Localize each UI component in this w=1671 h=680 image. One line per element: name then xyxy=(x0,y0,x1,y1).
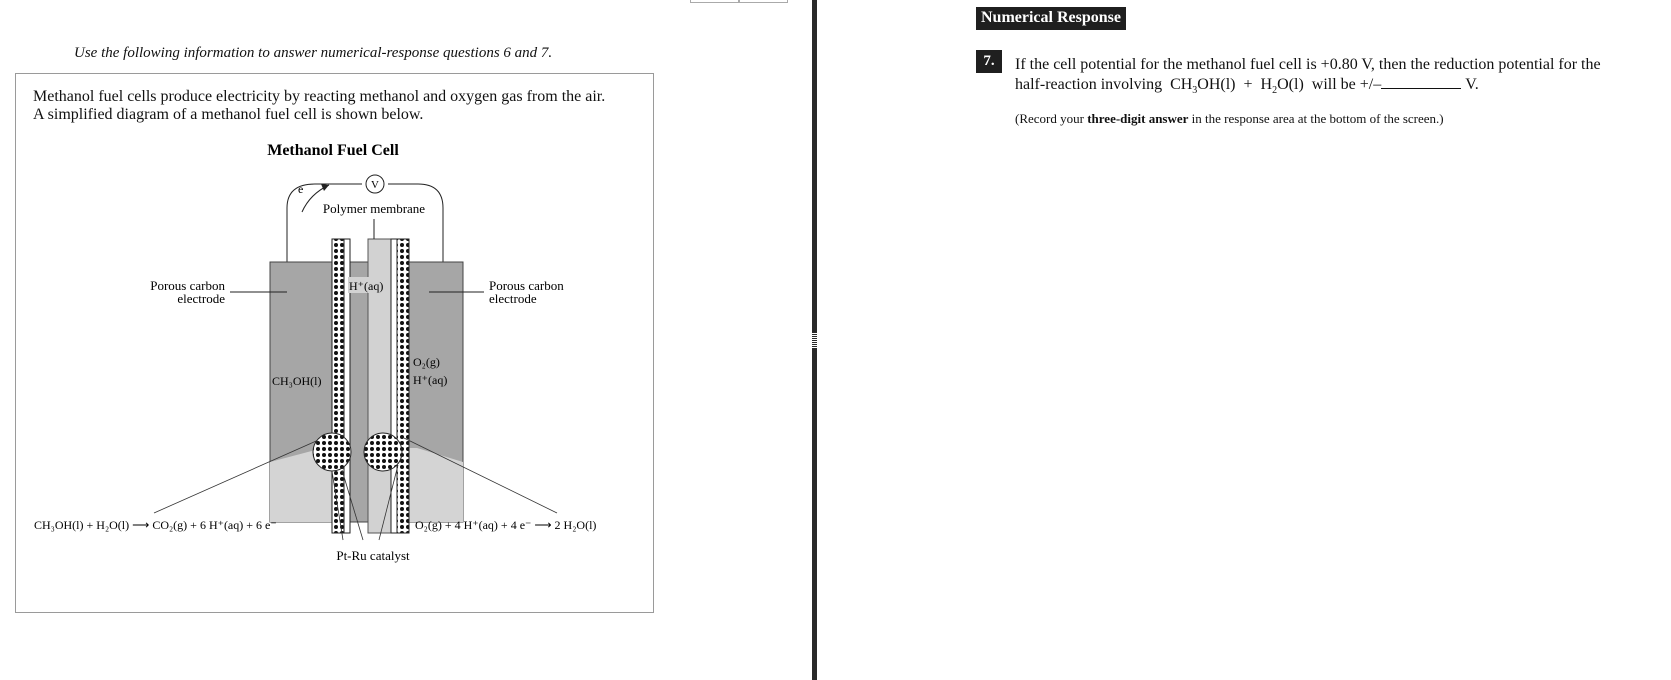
toolbar-slot xyxy=(690,0,740,3)
information-panel xyxy=(0,0,812,680)
question-panel xyxy=(817,0,1671,680)
species-water: H xyxy=(1260,76,1273,93)
right-electrode-label-1: Porous carbon xyxy=(489,278,564,293)
species-methanol: CH xyxy=(1170,76,1193,93)
electron-label: e xyxy=(298,182,304,196)
question-number: 7. xyxy=(976,50,1002,73)
species-methanol-rest: OH(l) xyxy=(1197,76,1236,93)
lead-line-1: Methanol fuel cells produce electricity by reacting methanol and oxygen gas from the air. xyxy=(33,88,606,105)
left-electrode-label-2: electrode xyxy=(177,291,225,306)
numerical-response-badge: Numerical Response xyxy=(976,7,1126,30)
right-electrode-label-2: electrode xyxy=(489,291,537,306)
answer-instruction xyxy=(1015,111,1444,127)
answer-unit: V. xyxy=(1465,76,1479,93)
species-subscript: 3 xyxy=(1192,85,1198,97)
methanol-label: CH₃OH(l) xyxy=(272,374,322,388)
fuel-cell-diagram xyxy=(15,140,652,610)
oxygen-label: O₂(g) xyxy=(413,355,440,369)
cathode-half-reaction: O₂(g) + 4 H⁺(aq) + 4 e⁻ ⟶ 2 H₂O(l) xyxy=(415,518,597,532)
diagram-title: Methanol Fuel Cell xyxy=(267,142,399,159)
note-fragment: (Record your xyxy=(1015,111,1088,126)
question-fragment: half-reaction involving xyxy=(1015,76,1163,93)
lead-line-2: A simplified diagram of a methanol fuel cell is shown below. xyxy=(33,106,424,123)
arrowhead-icon xyxy=(321,184,329,191)
question-line-2 xyxy=(1015,75,1655,101)
species-subscript: 2 xyxy=(1272,85,1278,97)
toolbar-slot xyxy=(738,0,788,3)
note-fragment: in the response area at the bottom of the screen.) xyxy=(1188,111,1444,126)
species-water-rest: O(l) xyxy=(1277,76,1304,93)
answer-blank xyxy=(1381,76,1461,89)
intro-text: Use the following information to answer numerical-response questions 6 and 7. xyxy=(74,45,553,61)
plus-sign: + xyxy=(1243,76,1253,93)
question-fragment: will be +/– xyxy=(1311,76,1382,93)
anode-catalyst-layer xyxy=(332,239,344,533)
anode-half-reaction: CH₃OH(l) + H₂O(l) ⟶ CO₂(g) + 6 H⁺(aq) + 6 e⁻ xyxy=(34,518,277,532)
cathode-catalyst-detail xyxy=(364,433,402,471)
catalyst-label: Pt-Ru catalyst xyxy=(336,548,410,563)
anode-catalyst-detail xyxy=(313,433,351,471)
cathode-catalyst-layer xyxy=(397,239,409,533)
lead-text xyxy=(33,88,653,124)
question-line-1: If the cell potential for the methanol fuel cell is +0.80 V, then the reduction potential for the xyxy=(1015,56,1601,73)
question-text xyxy=(1015,55,1655,101)
membrane-label: Polymer membrane xyxy=(322,201,426,216)
cathode-h-ion-label: H⁺(aq) xyxy=(413,373,448,387)
electron-charge: − xyxy=(309,180,314,189)
note-emphasis: three-digit answer xyxy=(1087,111,1189,126)
h-ion-label: H⁺(aq) xyxy=(349,279,384,293)
left-electrode-label-1: Porous carbon xyxy=(150,278,225,293)
voltmeter-label: V xyxy=(371,179,379,191)
